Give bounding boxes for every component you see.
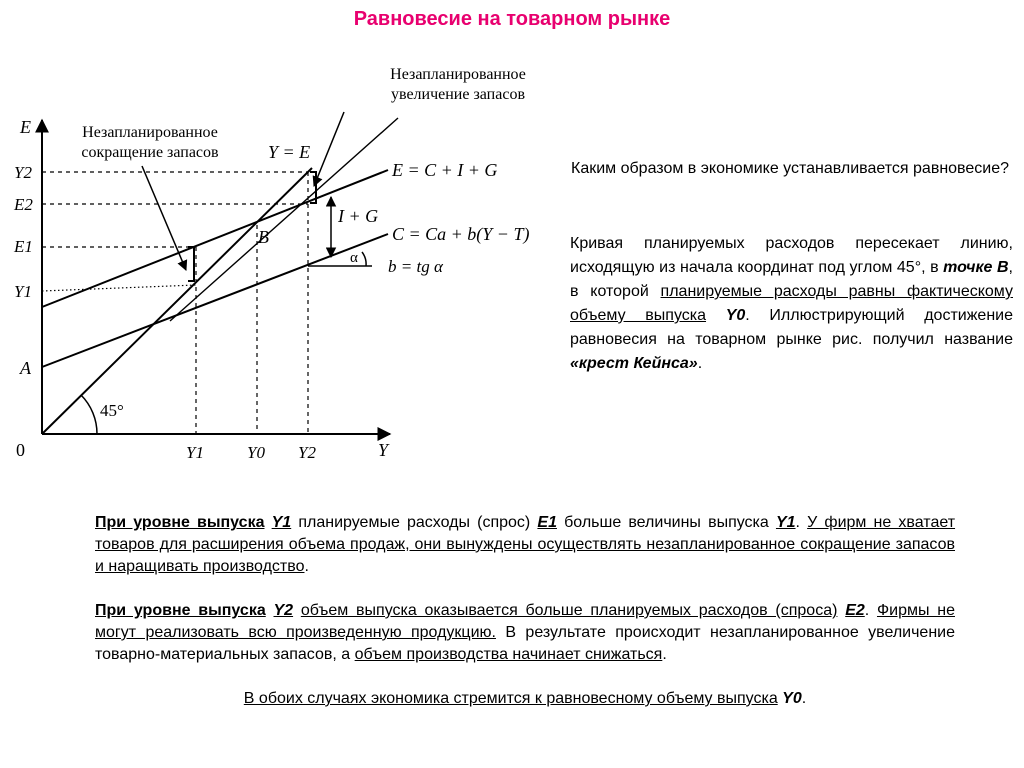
- tick-e2-label: E2: [14, 195, 33, 214]
- description-text: Кривая планируемых расходов пересекает линию, исходящую из начала координат под углом 45°, в точке B, в которой планируемые расходы равны фактическому объему выпуска Y0. Иллюстрирующий достижение равновесия на товарном рынке рис. получил название «крест Кейнса».: [570, 235, 1013, 372]
- label-line: Незапланированное: [390, 66, 526, 83]
- keynesian-cross-diagram: [0, 0, 570, 480]
- y-axis-label: E: [20, 117, 31, 137]
- x-axis-label: Y: [378, 440, 389, 460]
- x-y2-label: Y2: [298, 443, 316, 462]
- tick-y2-label: Y2: [14, 163, 32, 182]
- angle-45-label: 45°: [100, 401, 124, 420]
- x-y1-label: Y1: [186, 443, 204, 462]
- paragraph-y2: При уровне выпуска Y2 объем выпуска оказывается больше планируемых расходов (спроса) E2. Фирмы не могут реализовать всю произведенную продукцию. В результате происходит незапланированное увеличение товарно-материальных запасов, а объем производства начинает снижаться.: [95, 602, 956, 663]
- arrow-decrease: [142, 166, 186, 270]
- alpha-label: α: [350, 250, 358, 266]
- question-text: Каким образом в экономике устанавливается равновесие?: [571, 160, 1009, 177]
- e-curve-label: E = C + I + G: [392, 160, 498, 180]
- c-curve-label: C = Ca + b(Y − T): [392, 224, 530, 244]
- label-line: увеличение запасов: [390, 86, 526, 103]
- paragraph-y1: При уровне выпуска Y1 планируемые расходы (спрос) E1 больше величины выпуска Y1. У фирм не хватает товаров для расширения объема продаж, они вынуждены осуществлять незапланированное сокращение запасов и наращивать производство.: [95, 514, 956, 575]
- page-title: Равновесие на товарном рынке: [353, 8, 671, 30]
- paragraph-conclusion: В обоих случаях экономика стремится к равновесному объему выпуска Y0.: [243, 690, 807, 707]
- line-45-degree: [42, 168, 312, 434]
- tick-y1-label: Y1: [14, 282, 32, 301]
- i-plus-g-label: I + G: [338, 206, 379, 226]
- point-a-label: A: [20, 358, 31, 378]
- bracket-decrease: [188, 247, 194, 281]
- x-y0-label: Y0: [247, 443, 265, 462]
- origin-label: 0: [16, 440, 25, 460]
- line-e-planned-expenditure: [42, 170, 388, 307]
- point-b-emphasis: точке B: [943, 259, 1009, 276]
- tick-e1-label: E1: [14, 237, 33, 256]
- arrow-increase: [314, 112, 344, 186]
- label-unplanned-decrease-text: [81, 124, 219, 161]
- label-line: сокращение запасов: [81, 144, 219, 161]
- b-eq-label: b = tg α: [388, 257, 443, 276]
- equilibrium-definition: планируемые расходы равны фактическому объему выпуска: [570, 283, 1013, 324]
- bracket-increase: [310, 172, 316, 203]
- line-c-consumption: [42, 234, 388, 367]
- label-line: Незапланированное: [82, 124, 218, 141]
- y-eq-e-label: Y = E: [268, 142, 311, 162]
- alpha-arc: [362, 252, 366, 266]
- explanation-block: [95, 512, 955, 710]
- keynes-cross-term: «крест Кейнса»: [570, 355, 698, 372]
- angle-45-arc: [81, 395, 97, 434]
- point-b-label: B: [258, 227, 269, 247]
- label-unplanned-increase-text: [390, 66, 526, 103]
